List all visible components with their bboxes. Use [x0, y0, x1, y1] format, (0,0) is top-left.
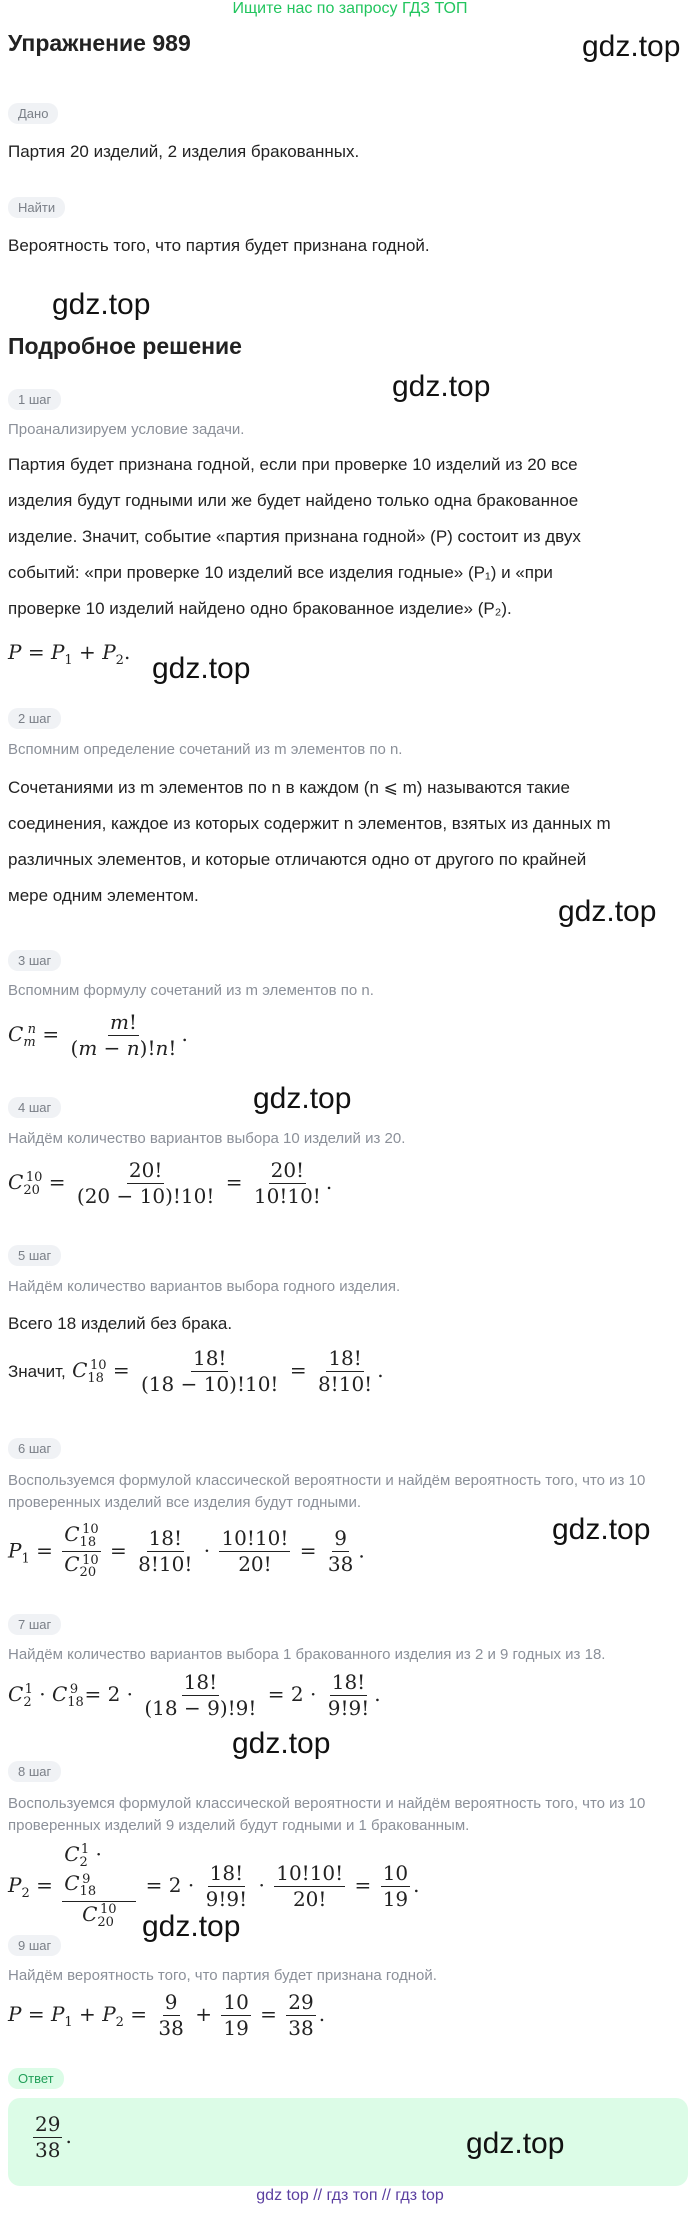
step-hint: Проанализируем условие задачи.: [8, 421, 245, 438]
text-line: Сочетаниями из m элементов по n в каждом (n ⩽ m) называются такие: [8, 778, 570, 797]
step5-text: Всего 18 изделий без брака.: [8, 1314, 233, 1333]
step2-text: [8, 770, 688, 914]
text-line: мере одним элементом.: [8, 886, 199, 905]
answer-value: $\frac{29}{38}$ .: [35, 2112, 72, 2162]
watermark: gdz.top: [152, 652, 251, 685]
formula-p1: $P_1$ = $\frac{C_{18}^{10}}{C_{20}^{10}}$ = $\frac{18!}{8!10!}$ · $\frac{10!10!}{20!}$ = $\frac{9}{38}$ .: [8, 1522, 365, 1581]
step-hint: Найдём количество вариантов выбора 1 бракованного изделия из 2 и 9 годных из 18.: [8, 1646, 606, 1663]
watermark: gdz.top: [392, 370, 491, 403]
step-chip: 9 шаг: [8, 1935, 61, 1956]
given-chip: Дано: [8, 103, 58, 124]
step-hint: Найдём количество вариантов выбора годного изделия.: [8, 1278, 401, 1295]
footer-links[interactable]: gdz top // гдз топ // гдз top: [256, 2187, 444, 2204]
step-chip: 1 шаг: [8, 389, 61, 410]
answer-box: [8, 2098, 688, 2186]
text-line: различных элементов, и которые отличаются одно от другого по крайней: [8, 850, 587, 869]
text-line: событий: «при проверке 10 изделий все изделия годные» (P₁) и «при: [8, 563, 553, 582]
formula-c20-10: $C_{20}^{10}$ = $\frac{20!}{(20 - 10)!10!}$ = $\frac{20!}{10!10!}$ .: [8, 1158, 333, 1208]
step-chip: 2 шаг: [8, 708, 61, 729]
formula-combinations: $C_m^n$ = $\frac{m!}{(m - n)!n!}$ .: [8, 1010, 188, 1060]
step-hint: Воспользуемся формулой классической вероятности и найдём вероятность того, что из 10 проверенных изделий 9 изделий будут годными и 1 бракованным.: [8, 1795, 646, 1834]
step5-lead: Значит,: [8, 1362, 66, 1381]
watermark: gdz.top: [142, 1910, 241, 1943]
watermark: gdz.top: [232, 1727, 331, 1760]
step-chip: 4 шаг: [8, 1097, 61, 1118]
solution-title: Подробное решение: [8, 333, 242, 359]
step-hint: Найдём вероятность того, что партия будет признана годной.: [8, 1967, 437, 1984]
watermark: gdz.top: [558, 895, 657, 928]
step-chip: 7 шаг: [8, 1614, 61, 1635]
page-title: Упражнение 989: [8, 30, 191, 56]
step1-text: [8, 447, 688, 627]
formula-c18-10: Значит, $C_{18}^{10}$ = $\frac{18!}{(18 - 10)!10!}$ = $\frac{18!}{8!10!}$ .: [8, 1346, 384, 1396]
watermark: gdz.top: [552, 1513, 651, 1546]
step-hint: Найдём количество вариантов выбора 10 изделий из 20.: [8, 1130, 406, 1147]
text-line: изделия будут годными или же будет найдено только одна бракованное: [8, 491, 579, 510]
watermark: gdz.top: [253, 1082, 352, 1115]
formula-p-final: $P = P_1 + P_2$ = $\frac{9}{38}$ + $\frac{10}{19}$ = $\frac{29}{38}$ .: [8, 1990, 326, 2040]
step-chip: 5 шаг: [8, 1245, 61, 1266]
find-chip: Найти: [8, 197, 65, 218]
formula-p2: $P_2$ = $\frac{C_2^1 \cdot C_{18}^9}{C_{20}^{10}}$ = 2 · $\frac{18!}{9!9!}$ · $\frac{10!10!}{20!}$ = $\frac{10}{19}$ .: [8, 1842, 420, 1930]
text-line: изделие. Значит, событие «партия признана годной» (P) состоит из двух: [8, 527, 581, 546]
formula-c2-1-c18-9: $C_2^1 \cdot C_{18}^9 = 2$ · $\frac{18!}{(18 - 9)!9!}$ = 2 · $\frac{18!}{9!9!}$ .: [8, 1670, 381, 1720]
text-line: Партия будет признана годной, если при проверке 10 изделий из 20 все: [8, 455, 578, 474]
step-chip: 3 шаг: [8, 950, 61, 971]
watermark: gdz.top: [466, 2127, 565, 2160]
text-line: соединения, каждое из которых содержит n элементов, взятых из данных m: [8, 814, 611, 833]
formula-p-sum: $P = P_1 + P_2$.: [8, 640, 131, 668]
search-banner[interactable]: Ищите нас по запросу ГДЗ ТОП: [232, 0, 468, 17]
find-text: Вероятность того, что партия будет признана годной.: [8, 236, 430, 255]
step-hint: Вспомним формулу сочетаний из m элементов по n.: [8, 982, 374, 999]
text-line: проверке 10 изделий найдено одно бракованное изделие» (P₂).: [8, 599, 512, 618]
step-chip: 6 шаг: [8, 1438, 61, 1459]
answer-chip: Ответ: [8, 2068, 64, 2089]
watermark: gdz.top: [52, 288, 151, 321]
watermark: gdz.top: [582, 30, 681, 63]
step-hint: Воспользуемся формулой классической вероятности и найдём вероятность того, что из 10 проверенных изделий все изделия будут годными.: [8, 1472, 646, 1511]
step-hint: Вспомним определение сочетаний из m элементов по n.: [8, 741, 403, 758]
given-text: Партия 20 изделий, 2 изделия бракованных.: [8, 142, 360, 161]
step-chip: 8 шаг: [8, 1761, 61, 1782]
